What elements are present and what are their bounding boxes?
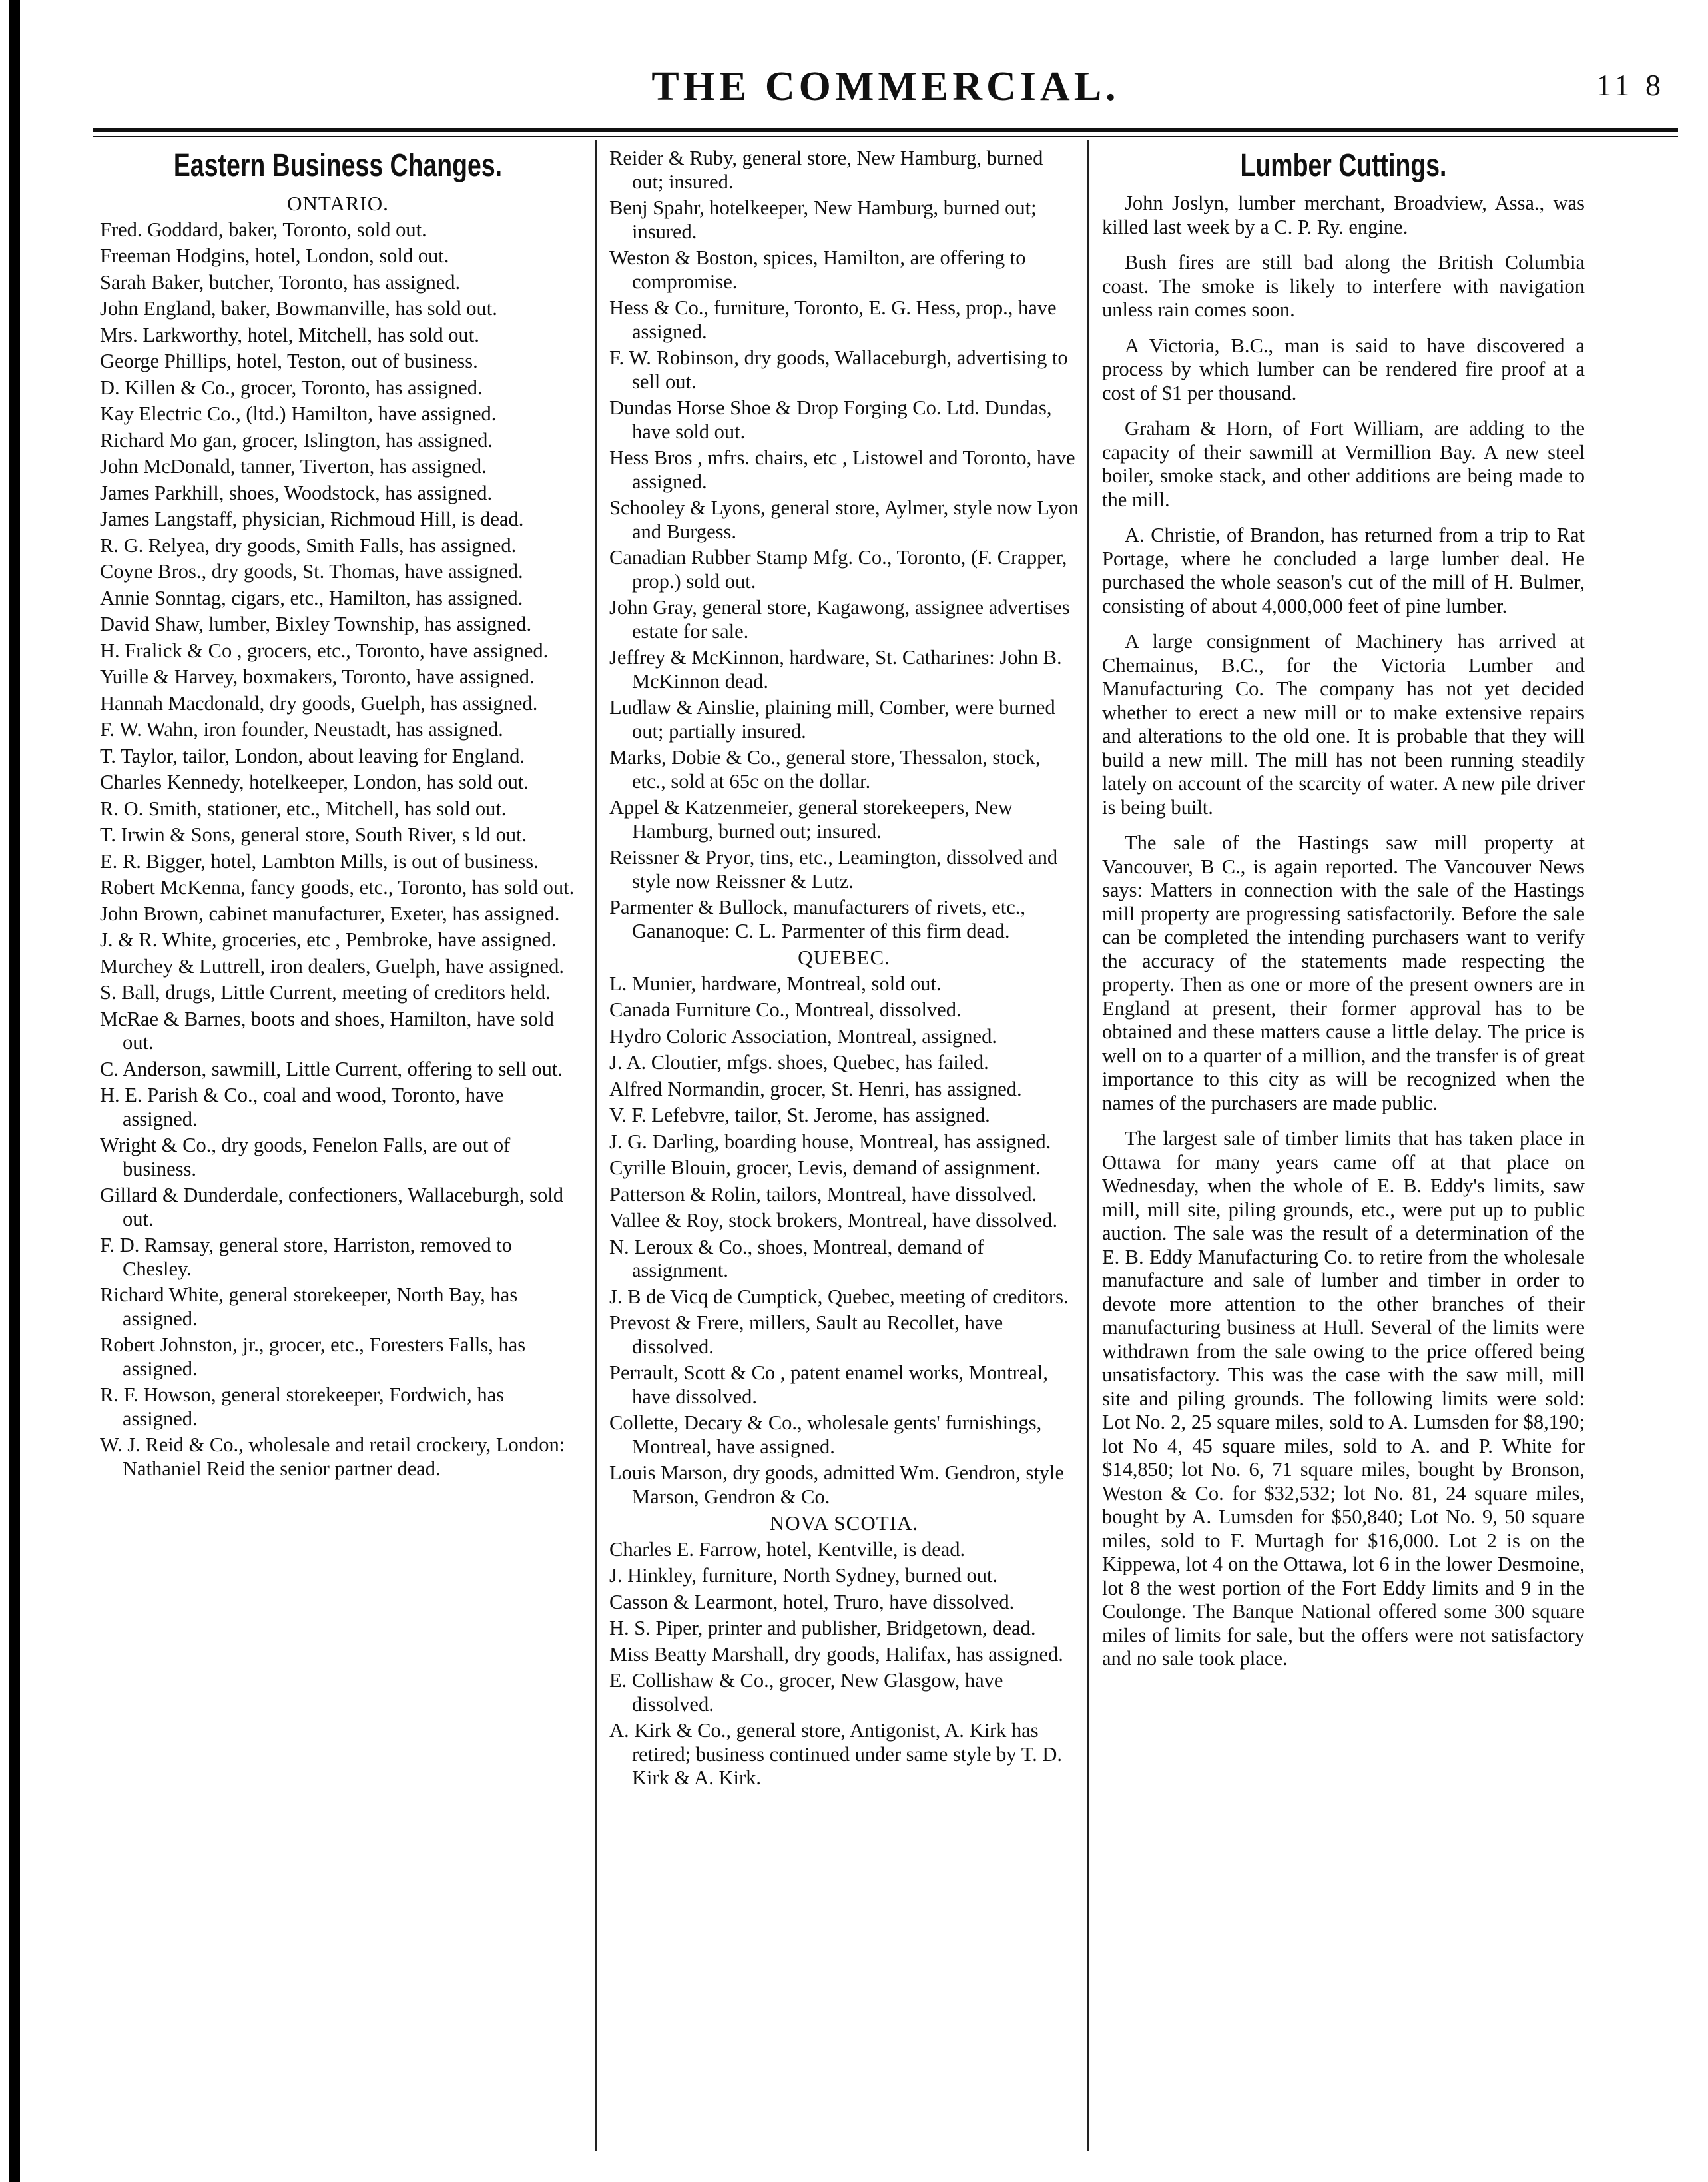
business-entry: Robert McKenna, fancy goods, etc., Toronto, has sold out.	[100, 876, 575, 899]
business-entry: Cyrille Blouin, grocer, Levis, demand of assignment.	[609, 1156, 1041, 1179]
business-entry: Benj Spahr, hotelkeeper, New Hamburg, burned out; insured.	[609, 196, 1037, 243]
business-entry: J. & R. White, groceries, etc , Pembroke, have assigned.	[100, 928, 557, 951]
business-entry: Ludlaw & Ainslie, plaining mill, Comber, were burned out; partially insured.	[609, 696, 1055, 743]
column-eastern-business-changes	[100, 147, 576, 1483]
province-heading: ONTARIO.	[287, 192, 389, 215]
business-entry: H. E. Parish & Co., coal and wood, Toronto, have assigned.	[100, 1084, 504, 1130]
business-entry: A. Kirk & Co., general store, Antigonist, A. Kirk has retired; business continued under same style by T. D. Kirk & A. Kirk.	[609, 1719, 1063, 1789]
business-entry: Wright & Co., dry goods, Fenelon Falls, are out of business.	[100, 1134, 511, 1180]
business-entry: Robert Johnston, jr., grocer, etc., Foresters Falls, has assigned.	[100, 1333, 526, 1380]
page-edge-bar	[9, 0, 20, 2182]
masthead-rule	[93, 128, 1678, 132]
business-entry: Hannah Macdonald, dry goods, Guelph, has assigned.	[100, 691, 538, 715]
business-entry: Parmenter & Bullock, manufacturers of rivets, etc., Gananoque: C. L. Parmenter of this firm dead.	[609, 896, 1026, 942]
business-entry: John England, baker, Bowmanville, has sold out.	[100, 297, 497, 320]
business-entry: John Brown, cabinet manufacturer, Exeter, has assigned.	[100, 902, 560, 925]
masthead-rule-thin	[93, 136, 1678, 137]
business-entry: James Langstaff, physician, Richmoud Hill, is dead.	[100, 508, 524, 530]
business-entry: F. W. Robinson, dry goods, Wallaceburgh, advertising to sell out.	[609, 346, 1068, 393]
business-entry: R. G. Relyea, dry goods, Smith Falls, has assigned.	[100, 534, 517, 557]
business-entry: J. Hinkley, furniture, North Sydney, burned out.	[609, 1564, 998, 1587]
business-entry: F. D. Ramsay, general store, Harriston, removed to Chesley.	[100, 1234, 512, 1280]
business-entry: Hess Bros , mfrs. chairs, etc , Listowel and Toronto, have assigned.	[609, 446, 1075, 493]
province-heading: NOVA SCOTIA.	[769, 1511, 919, 1535]
business-entry: F. W. Wahn, iron founder, Neustadt, has assigned.	[100, 718, 503, 741]
business-entry: Kay Electric Co., (ltd.) Hamilton, have assigned.	[100, 402, 497, 425]
business-entry: Canada Furniture Co., Montreal, dissolved.	[609, 998, 962, 1021]
paragraph-list	[1102, 192, 1585, 1671]
business-entry: Marks, Dobie & Co., general store, Thessalon, stock, etc., sold at 65c on the dollar.	[609, 746, 1041, 793]
business-entry: Charles E. Farrow, hotel, Kentville, is dead.	[609, 1537, 966, 1561]
business-entry: Canadian Rubber Stamp Mfg. Co., Toronto, (F. Crapper, prop.) sold out.	[609, 546, 1067, 593]
business-entry: Collette, Decary & Co., wholesale gents' furnishings, Montreal, have assigned.	[609, 1411, 1042, 1458]
newspaper-title: THE COMMERCIAL.	[651, 64, 1120, 109]
business-entry: T. Irwin & Sons, general store, South River, s ld out.	[100, 823, 527, 846]
business-entry: Gillard & Dunderdale, confectioners, Wallaceburgh, sold out.	[100, 1184, 564, 1230]
business-entry: D. Killen & Co., grocer, Toronto, has assigned.	[100, 376, 483, 399]
business-entry: Richard White, general storekeeper, North Bay, has assigned.	[100, 1283, 518, 1330]
business-entry: McRae & Barnes, boots and shoes, Hamilton, have sold out.	[100, 1007, 554, 1054]
business-entry: John McDonald, tanner, Tiverton, has assigned.	[100, 455, 487, 478]
business-entry: Miss Beatty Marshall, dry goods, Halifax, has assigned.	[609, 1642, 1063, 1666]
business-entry: L. Munier, hardware, Montreal, sold out.	[609, 972, 942, 995]
business-entry: Schooley & Lyons, general store, Aylmer, style now Lyon and Burgess.	[609, 496, 1079, 543]
masthead	[93, 63, 1678, 117]
business-entry: David Shaw, lumber, Bixley Township, has assigned.	[100, 613, 532, 635]
business-entry: James Parkhill, shoes, Woodstock, has assigned.	[100, 481, 493, 504]
news-paragraph: The largest sale of timber limits that has taken place in Ottawa for many years came off at that place on Wednesday, when the whole of E. B. Eddy's limits, saw mill, mill site, piling grounds, etc., were put up to public auction. The sale was the result of a determination of the E. B. Eddy Manufacturing Co. to retire from the wholesale manufacture and sale of lumber and timber in order to devote more attention to the other branches of their manufacturing business at Hull. Several of the limits were withdrawn from the sale owing to the price offered being unsatisfactory. This was the case with the saw mill, mill site and piling grounds. The following limits were sold: Lot No. 2, 25 square miles, sold to A. Lumsden for $8,190; lot No 4, 45 square miles, sold to A. and P. White for $14,850; lot No. 6, 71 square miles, bought by Bronson, Weston & Co. for $32,532; lot No. 81, 24 square miles, bought by A. Lumsden for $50,840; Lot No. 9, 50 square miles, sold to F. Murtagh for $16,000. Lot 2 is on the Kippewa, lot 4 on the Ottawa, lot 6 in the lower Desmoine, lot 8 the west portion of the Fort Eddy limits and 9 in the Coulonge. The Banque National offered some 300 square miles of limits for sale, but the offers were not satisfactory and no sale took place.	[1102, 1127, 1585, 1670]
business-entry: J. A. Cloutier, mfgs. shoes, Quebec, has failed.	[609, 1051, 989, 1074]
business-entry: Perrault, Scott & Co , patent enamel works, Montreal, have dissolved.	[609, 1361, 1048, 1408]
business-entry: Reissner & Pryor, tins, etc., Leamington, dissolved and style now Reissner & Lutz.	[609, 846, 1058, 893]
business-entry: Coyne Bros., dry goods, St. Thomas, have assigned.	[100, 560, 523, 583]
entry-list	[100, 192, 576, 1481]
business-entry: Weston & Boston, spices, Hamilton, are offering to compromise.	[609, 246, 1026, 293]
business-entry: Appel & Katzenmeier, general storekeepers, New Hamburg, burned out; insured.	[609, 796, 1013, 843]
business-entry: Sarah Baker, butcher, Toronto, has assigned.	[100, 270, 461, 294]
column-divider	[595, 140, 597, 2151]
news-paragraph: John Joslyn, lumber merchant, Broadview, Assa., was killed last week by a C. P. Ry. engine.	[1102, 192, 1585, 238]
province-heading: QUEBEC.	[798, 946, 890, 969]
business-entry: Jeffrey & McKinnon, hardware, St. Catharines: John B. McKinnon dead.	[609, 646, 1062, 693]
business-entry: N. Leroux & Co., shoes, Montreal, demand of assignment.	[609, 1235, 984, 1281]
column-divider	[1087, 140, 1089, 2151]
business-entry: J. B de Vicq de Cumptick, Quebec, meeting of creditors.	[609, 1285, 1069, 1308]
news-paragraph: A Victoria, B.C., man is said to have discovered a process by which lumber can be rendered fire proof at a cost of $1 per thousand.	[1102, 334, 1585, 404]
business-entry: J. G. Darling, boarding house, Montreal, has assigned.	[609, 1130, 1051, 1153]
business-entry: Prevost & Frere, millers, Sault au Recollet, have dissolved.	[609, 1311, 1003, 1358]
news-paragraph: Graham & Horn, of Fort William, are adding to the capacity of their sawmill at Vermillion Bay. A new steel boiler, smoke stack, and other additions are being made to the mill.	[1102, 417, 1585, 511]
business-entry: Fred. Goddard, baker, Toronto, sold out.	[100, 218, 427, 241]
business-entry: R. F. Howson, general storekeeper, Fordwich, has assigned.	[100, 1383, 505, 1430]
business-entry: Mrs. Larkworthy, hotel, Mitchell, has sold out.	[100, 323, 479, 346]
business-entry: T. Taylor, tailor, London, about leaving for England.	[100, 744, 525, 767]
business-entry: Murchey & Luttrell, iron dealers, Guelph, have assigned.	[100, 954, 565, 978]
business-entry: Yuille & Harvey, boxmakers, Toronto, have assigned.	[100, 665, 535, 688]
entry-list	[609, 147, 1079, 1790]
business-entry: Freeman Hodgins, hotel, London, sold out.	[100, 244, 449, 267]
business-entry: Hydro Coloric Association, Montreal, assigned.	[609, 1024, 997, 1048]
column-business-changes-continued	[609, 147, 1079, 1793]
news-paragraph: The sale of the Hastings saw mill property at Vancouver, B C., is again reported. The Vancouver News says: Matters in connection with the sale of the Hastings mill property are progressing satisfactorily. Before the sale can be completed the intending purchasers want to verify the accuracy of the statements made respecting the property. Then as one or more of the present owners are in England at present, their former approval has to be obtained and these matters cause a little delay. The price is well on to a quarter of a million, and the transfer is of great importance to this city as will be recognized when the names of the purchasers are made public.	[1102, 831, 1585, 1114]
business-entry: R. O. Smith, stationer, etc., Mitchell, has sold out.	[100, 797, 507, 820]
section-heading: Eastern Business Changes.	[173, 148, 503, 183]
column-lumber-cuttings	[1102, 147, 1585, 1683]
business-entry: V. F. Lefebvre, tailor, St. Jerome, has assigned.	[609, 1104, 990, 1126]
business-entry: Dundas Horse Shoe & Drop Forging Co. Ltd. Dundas, have sold out.	[609, 396, 1052, 443]
section-heading: Lumber Cuttings.	[1240, 148, 1447, 183]
news-paragraph: A. Christie, of Brandon, has returned from a trip to Rat Portage, where he concluded a large lumber deal. He purchased the whole season's cut of the mill of H. Bulmer, consisting of about 4,000,000 feet of pine lumber.	[1102, 524, 1585, 617]
business-entry: Vallee & Roy, stock brokers, Montreal, have dissolved.	[609, 1209, 1058, 1232]
business-entry: Charles Kennedy, hotelkeeper, London, has sold out.	[100, 771, 529, 793]
business-entry: Casson & Learmont, hotel, Truro, have dissolved.	[609, 1590, 1015, 1613]
business-entry: Patterson & Rolin, tailors, Montreal, have dissolved.	[609, 1182, 1037, 1206]
business-entry: Louis Marson, dry goods, admitted Wm. Gendron, style Marson, Gendron & Co.	[609, 1461, 1065, 1508]
business-entry: John Gray, general store, Kagawong, assignee advertises estate for sale.	[609, 596, 1070, 643]
business-entry: H. Fralick & Co , grocers, etc., Toronto, have assigned.	[100, 639, 549, 662]
business-entry: H. S. Piper, printer and publisher, Bridgetown, dead.	[609, 1617, 1036, 1639]
business-entry: E. Collishaw & Co., grocer, New Glasgow, have dissolved.	[609, 1669, 1003, 1716]
business-entry: S. Ball, drugs, Little Current, meeting of creditors held.	[100, 981, 551, 1004]
news-paragraph: A large consignment of Machinery has arrived at Chemainus, B.C., for the Victoria Lumber and Manufacturing Co. The company has not yet decided whether to erect a new mill or to make extensive repairs and alterations to the old one. It is probable that they will build a new mill. The mill has not been running steadily lately on account of the scarcity of water. A new pile driver is being built.	[1102, 630, 1585, 819]
business-entry: George Phillips, hotel, Teston, out of business.	[100, 350, 478, 372]
page-number: 11 8	[1596, 68, 1665, 102]
business-entry: Hess & Co., furniture, Toronto, E. G. Hess, prop., have assigned.	[609, 296, 1057, 343]
business-entry: E. R. Bigger, hotel, Lambton Mills, is out of business.	[100, 849, 539, 873]
business-entry: Richard Mo gan, grocer, Islington, has assigned.	[100, 428, 493, 452]
business-entry: Reider & Ruby, general store, New Hamburg, burned out; insured.	[609, 147, 1043, 193]
business-entry: C. Anderson, sawmill, Little Current, offering to sell out.	[100, 1057, 563, 1080]
business-entry: Annie Sonntag, cigars, etc., Hamilton, has assigned.	[100, 586, 523, 609]
news-paragraph: Bush fires are still bad along the British Columbia coast. The smoke is likely to interfere with navigation unless rain comes soon.	[1102, 251, 1585, 321]
business-entry: W. J. Reid & Co., wholesale and retail crockery, London: Nathaniel Reid the senior partner dead.	[100, 1433, 565, 1480]
business-entry: Alfred Normandin, grocer, St. Henri, has assigned.	[609, 1077, 1022, 1100]
